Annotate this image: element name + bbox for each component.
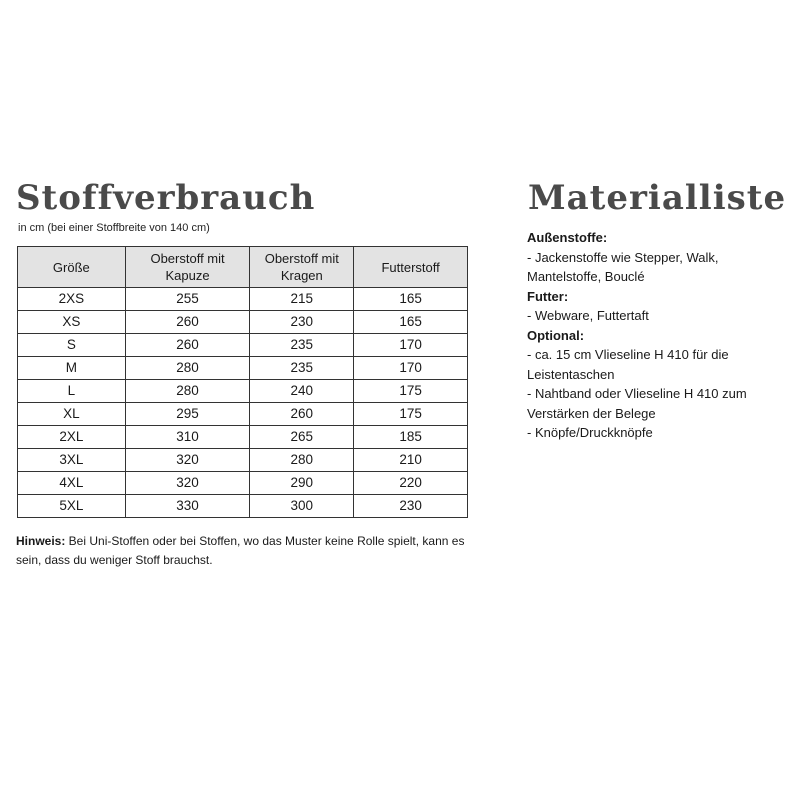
table-cell: 2XS [18, 288, 126, 311]
stoffverbrauch-heading: Stoffverbrauch [16, 178, 316, 218]
table-cell: 255 [125, 288, 250, 311]
material-list [527, 228, 787, 443]
material-item: - Webware, Futtertaft [527, 308, 649, 323]
table-cell: XS [18, 311, 126, 334]
table-cell: 220 [354, 472, 468, 495]
table-cell: 240 [250, 380, 354, 403]
table-cell: 280 [125, 380, 250, 403]
table-cell: 300 [250, 495, 354, 518]
table-cell: 170 [354, 357, 468, 380]
table-cell: 165 [354, 311, 468, 334]
material-item: - Nahtband oder Vlieseline H 410 zum Verstärken der Belege [527, 386, 747, 421]
table-cell: 310 [125, 426, 250, 449]
table-cell: 175 [354, 380, 468, 403]
column-header-outer-fabric-collar: Oberstoff mit Kragen [250, 247, 354, 288]
column-header-outer-fabric-hood: Oberstoff mit Kapuze [125, 247, 250, 288]
table-cell: M [18, 357, 126, 380]
column-header-lining: Futterstoff [354, 247, 468, 288]
table-cell: 235 [250, 334, 354, 357]
table-row [18, 495, 468, 518]
table-cell: 280 [125, 357, 250, 380]
table-cell: 185 [354, 426, 468, 449]
hint-label: Hinweis: [16, 534, 66, 548]
hint-text: Bei Uni-Stoffen oder bei Stoffen, wo das Muster keine Rolle spielt, kann es sein, dass du weniger Stoff brauchst. [16, 534, 465, 567]
table-row [18, 334, 468, 357]
table-cell: 260 [125, 334, 250, 357]
materialliste-heading: Materialliste [528, 178, 787, 218]
table-cell: XL [18, 403, 126, 426]
table-cell: 170 [354, 334, 468, 357]
table-cell: 165 [354, 288, 468, 311]
table-cell: 230 [250, 311, 354, 334]
hint-note [16, 532, 466, 570]
table-cell: 215 [250, 288, 354, 311]
table-row [18, 449, 468, 472]
table-row [18, 288, 468, 311]
material-item: - Knöpfe/Druckknöpfe [527, 425, 653, 440]
table-cell: 320 [125, 449, 250, 472]
table-row [18, 472, 468, 495]
table-cell: 290 [250, 472, 354, 495]
table-cell: 320 [125, 472, 250, 495]
table-header-row [18, 247, 468, 288]
material-section-title: Optional: [527, 327, 585, 343]
table-row [18, 357, 468, 380]
table-cell: 2XL [18, 426, 126, 449]
table-cell: 330 [125, 495, 250, 518]
table-cell: 265 [250, 426, 354, 449]
table-cell: 5XL [18, 495, 126, 518]
table-cell: 175 [354, 403, 468, 426]
table-cell: 4XL [18, 472, 126, 495]
column-header-size: Größe [18, 247, 126, 288]
table-row [18, 380, 468, 403]
material-section-title: Außenstoffe: [527, 230, 608, 245]
table-cell: 295 [125, 403, 250, 426]
table-cell: 260 [250, 403, 354, 426]
table-cell: L [18, 380, 126, 403]
table-cell: 260 [125, 311, 250, 334]
table-cell: 235 [250, 357, 354, 380]
table-row [18, 403, 468, 426]
fabric-consumption-table [17, 246, 468, 518]
table-cell: 280 [250, 449, 354, 472]
table-row [18, 426, 468, 449]
table-cell: S [18, 334, 126, 357]
table-cell: 3XL [18, 449, 126, 472]
table-cell: 210 [354, 449, 468, 472]
table-cell: 230 [354, 495, 468, 518]
stoffverbrauch-subtitle: in cm (bei einer Stoffbreite von 140 cm) [18, 222, 210, 234]
table-row [18, 311, 468, 334]
material-section-title: Futter: [527, 288, 569, 304]
material-item: - ca. 15 cm Vlieseline H 410 für die Leistentaschen [527, 347, 729, 382]
material-item: - Jackenstoffe wie Stepper, Walk, Mantelstoffe, Bouclé [527, 249, 719, 284]
